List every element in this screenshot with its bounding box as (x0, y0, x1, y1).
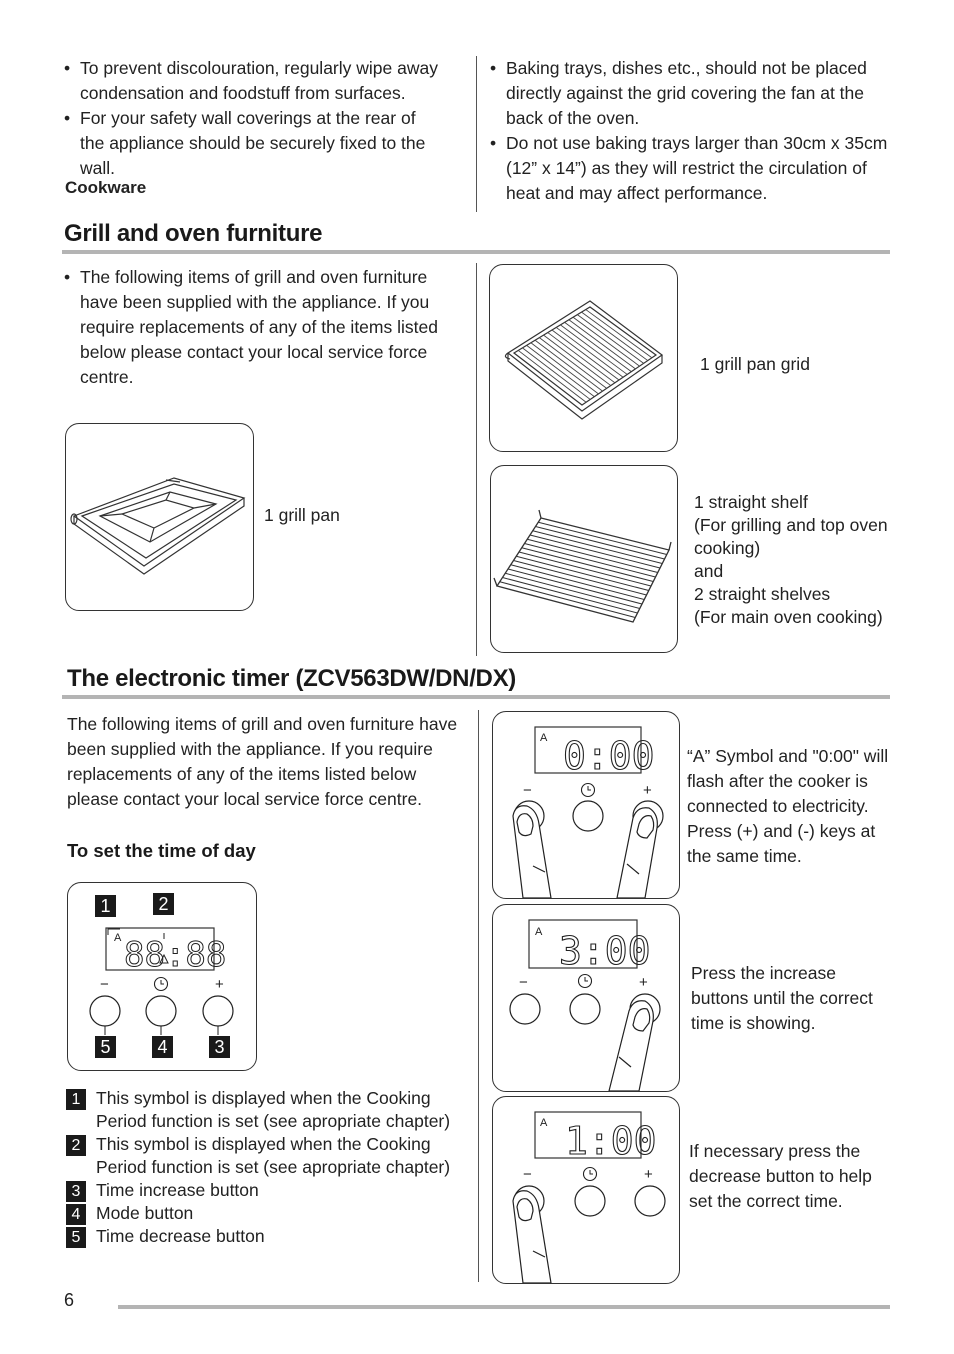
svg-text:−: − (523, 782, 532, 799)
bullet-discolouration: • To prevent discolouration, regularly wipe away condensation and foodstuff from surfaces. (64, 56, 444, 106)
timer-overview-diagram (67, 882, 257, 1071)
timer-title: The electronic timer (ZCV563DW/DN/DX) (67, 665, 516, 692)
shelf-line-3: cooking) (694, 538, 761, 558)
grill-pan-image (65, 423, 254, 611)
set-time-heading: To set the time of day (67, 840, 256, 861)
page-number: 6 (64, 1290, 75, 1310)
step1-display: 0:00 (563, 734, 655, 778)
legend-row-2: 2 This symbol is displayed when the Cooking Period function is set (see apropriate chapter) (66, 1133, 476, 1179)
footer-rule (118, 1305, 890, 1309)
legend-row-3: 3 Time increase button (66, 1179, 476, 1202)
shelf-description (694, 491, 888, 629)
legend-row-1: 1 This symbol is displayed when the Cooking Period function is set (see apropriate chapter) (66, 1087, 476, 1133)
svg-text:−: − (519, 974, 528, 991)
svg-text:+: + (643, 782, 652, 799)
top-right-bullets (490, 56, 895, 206)
top-left-bullets (64, 56, 444, 181)
shelf-line-2: (For grilling and top oven (694, 515, 888, 535)
step2-display: 3:00 (559, 929, 651, 973)
legend-row-4: 4 Mode button (66, 1202, 476, 1225)
step1-diagram (492, 711, 680, 899)
bullet-wall-coverings: • For your safety wall coverings at the rear of the appliance should be securely fixed to the wall. (64, 106, 444, 181)
legend-row-5: 5 Time decrease button (66, 1225, 476, 1248)
furniture-intro: • The following items of grill and oven furniture have been supplied with the appliance. If you require replacements of any of the items listed below please contact your local service force centre. (64, 265, 459, 390)
timer-legend (66, 1087, 476, 1248)
bullet-baking-trays: • Baking trays, dishes etc., should not be placed directly against the grid covering the fan at the back of the oven. (490, 56, 895, 131)
furniture-title: Grill and oven furniture (64, 220, 323, 247)
shelf-line-6: (For main oven cooking) (694, 607, 883, 627)
timer-intro: The following items of grill and oven furniture have been supplied with the appliance. If you require replacements of any of the items listed below please contact your local service force centre. (67, 714, 458, 809)
step1-text: “A” Symbol and "0:00" will flash after the cooker is connected to electricity. Press (+) and (-) keys at the same time. (687, 746, 889, 866)
step3-text: If necessary press the decrease button to help set the correct time. (689, 1141, 872, 1211)
column-divider-top (476, 56, 477, 212)
overview-plus-symbol: + (215, 976, 224, 993)
column-divider-furniture (476, 263, 477, 656)
shelf-line-1: 1 straight shelf (694, 492, 808, 512)
timer-rule (62, 695, 890, 699)
step2-diagram (492, 904, 680, 1092)
furniture-intro-list (64, 265, 459, 390)
overview-increase-button (203, 996, 233, 1026)
grill-pan-label: 1 grill pan (264, 505, 340, 525)
callout-5: 5 (95, 1036, 116, 1058)
svg-text:A: A (540, 732, 548, 744)
furniture-rule (62, 250, 890, 254)
overview-mode-button (146, 996, 176, 1026)
step3-display: 1:00 (565, 1119, 657, 1163)
column-divider-timer (478, 710, 479, 1282)
svg-text:A: A (540, 1117, 548, 1129)
bullet-tray-size: • Do not use baking trays larger than 30cm x 35cm (12” x 14”) as they will restrict the circulation of heat and may affect performance. (490, 131, 895, 206)
grill-pan-grid-image (489, 264, 678, 452)
overview-decrease-button (90, 996, 120, 1026)
straight-shelf-image (490, 465, 678, 653)
callout-4: 4 (152, 1036, 173, 1058)
shelf-line-5: 2 straight shelves (694, 584, 831, 604)
cookware-heading: Cookware (65, 178, 147, 197)
step2-text: Press the increase buttons until the correct time is showing. (691, 963, 873, 1033)
svg-text:A: A (535, 926, 543, 938)
overview-display: 88:88 (124, 935, 227, 975)
shelf-line-4: and (694, 561, 724, 581)
callout-2: 2 (153, 893, 174, 915)
svg-text:−: − (523, 1166, 532, 1183)
overview-minus-symbol: − (100, 976, 109, 993)
callout-3: 3 (209, 1036, 230, 1058)
grill-pan-grid-label: 1 grill pan grid (700, 354, 810, 374)
step3-diagram (492, 1096, 680, 1284)
callout-1: 1 (95, 895, 116, 917)
svg-text:+: + (639, 974, 648, 991)
overview-indicator-a: A (114, 932, 122, 944)
svg-text:+: + (644, 1166, 653, 1183)
